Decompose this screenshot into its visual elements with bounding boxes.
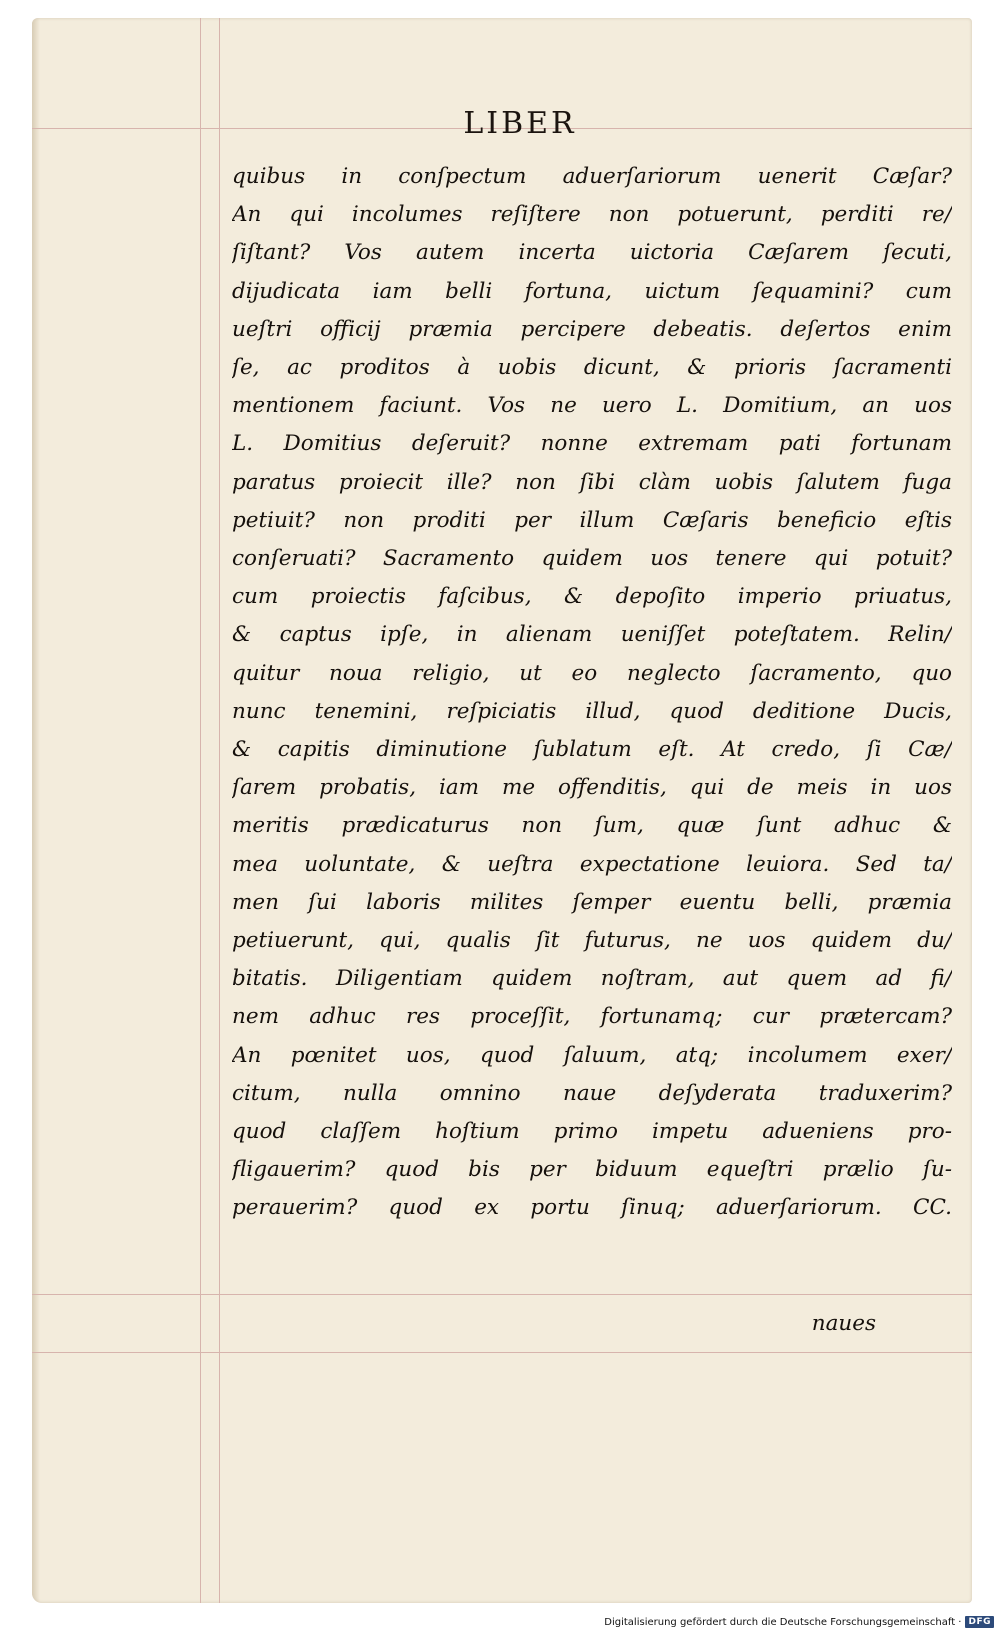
text-line: ſiſtant? Vos autem incerta uictoria Cæſarem ſecuti, xyxy=(232,240,952,266)
text-line: mentionem faciunt. Vos ne uero L. Domitium, an uos xyxy=(232,393,952,419)
credit-text: Digitalisierung gefördert durch die Deutsche Forschungsgemeinschaft · xyxy=(604,1616,962,1628)
text-line: mea uoluntate, & ueſtra expectatione leuiora. Sed ta/ xyxy=(232,851,952,877)
margin-rule-bottom-inner xyxy=(32,1294,972,1295)
text-line: bitatis. Diligentiam quidem noſtram, aut quem ad fi/ xyxy=(232,966,952,992)
text-line: paratus proiecit ille? non ſibi clàm uobis ſalutem fuga xyxy=(232,469,952,495)
text-line: quod claſſem hoſtium primo impetu adueniens pro- xyxy=(232,1119,952,1145)
text-line: An qui incolumes reſiſtere non potuerunt, perditi re/ xyxy=(232,202,952,228)
text-block xyxy=(232,158,952,1228)
dfg-logo-icon: DFG xyxy=(965,1616,994,1628)
text-line: perauerim? quod ex portu ſinuq; aduerſariorum. CC. xyxy=(232,1195,952,1221)
text-line: ueſtri officij præmia percipere debeatis. deſertos enim xyxy=(232,316,952,342)
text-line: ſe, ac proditos à uobis dicunt, & prioris ſacramenti xyxy=(232,355,952,381)
running-head: LIBER xyxy=(463,106,577,141)
text-line: An pœnitet uos, quod ſaluum, atq; incolumem exer/ xyxy=(232,1042,952,1068)
text-line: men ſui laboris milites ſemper euentu belli, præmia xyxy=(232,889,952,915)
text-line: citum, nulla omnino naue deſyderata traduxerim? xyxy=(232,1080,952,1106)
text-line: petiuit? non proditi per illum Cæſaris beneficio eſtis xyxy=(232,507,952,533)
text-line: L. Domitius deſeruit? nonne extremam pati fortunam xyxy=(232,431,952,457)
margin-rule-bottom-outer xyxy=(32,1352,972,1353)
text-line: conſeruati? Sacramento quidem uos tenere qui potuit? xyxy=(232,546,952,572)
text-line: nem adhuc res proceſſit, fortunamq; cur prætercam? xyxy=(232,1004,952,1030)
margin-rule-left-inner xyxy=(219,18,220,1603)
text-line: quibus in conſpectum aduerſariorum uenerit Cæſar? xyxy=(232,164,952,189)
text-line: meritis prædicaturus non ſum, quæ ſunt adhuc & xyxy=(232,813,952,839)
text-line: petiuerunt, qui, qualis ſit futurus, ne uos quidem du/ xyxy=(232,928,952,954)
text-line: ſarem probatis, iam me offenditis, qui de meis in uos xyxy=(232,775,952,801)
digitization-credit xyxy=(604,1616,994,1628)
margin-rule-left-outer xyxy=(200,18,201,1603)
book-page xyxy=(32,18,972,1603)
page-gutter-shadow xyxy=(32,18,40,1603)
text-line: nunc tenemini, reſpiciatis illud, quod deditione Ducis, xyxy=(232,698,952,724)
text-line: quitur noua religio, ut eo neglecto ſacramento, quo xyxy=(232,660,952,686)
text-line: & capitis diminutione ſublatum eſt. At credo, ſi Cæ/ xyxy=(232,737,952,763)
text-line: dijudicata iam belli fortuna, uictum ſequamini? cum xyxy=(232,278,952,304)
text-line: cum proiectis faſcibus, & depoſito imperio priuatus, xyxy=(232,584,952,610)
catchword: naues xyxy=(811,1311,876,1336)
text-line: & captus ipſe, in alienam ueniſſet poteſtatem. Relin/ xyxy=(232,622,952,648)
text-line: fligauerim? quod bis per biduum equeſtri prælio ſu- xyxy=(232,1157,952,1183)
